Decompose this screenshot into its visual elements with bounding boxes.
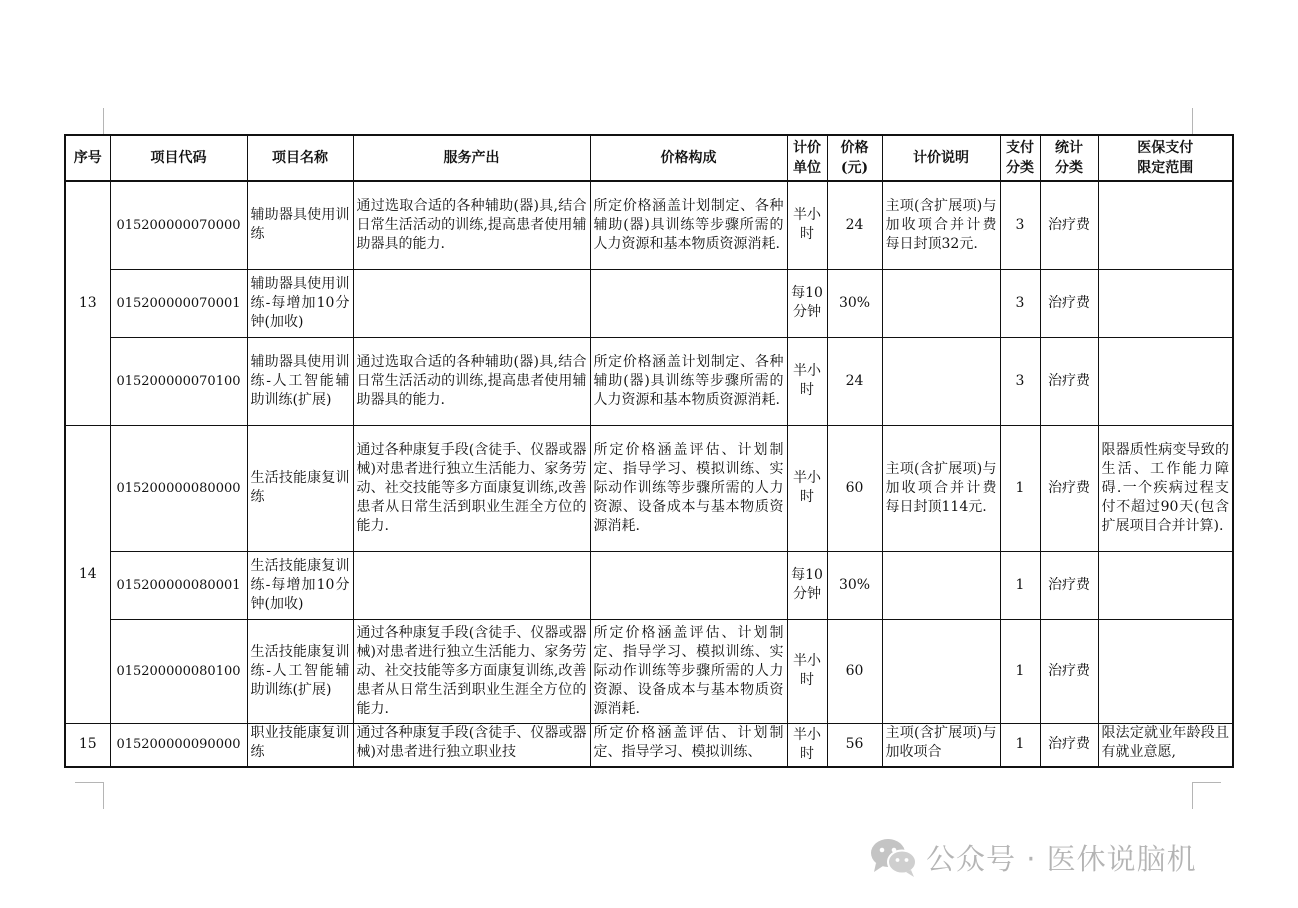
seq-cell: 15 bbox=[65, 723, 110, 767]
crop-mark-top-left bbox=[75, 108, 104, 134]
crop-mark-top-right bbox=[1192, 108, 1221, 134]
note-cell bbox=[882, 619, 1000, 723]
service-cell bbox=[353, 269, 590, 337]
seq-cell: 13 bbox=[65, 181, 110, 425]
note-cell bbox=[882, 551, 1000, 619]
pay-cell: 1 bbox=[1000, 551, 1040, 619]
pay-cell: 3 bbox=[1000, 269, 1040, 337]
composition-cell: 所定价格涵盖评估、计划制定、指导学习、模拟训练、实际动作训练等步骤所需的人力资源、设备成本与基本物质资源消耗. bbox=[590, 619, 787, 723]
service-cell: 通过各种康复手段(含徒手、仪器或器械)对患者进行独立生活能力、家务劳动、社交技能等多方面康复训练,改善患者从日常生活到职业生涯全方位的能力. bbox=[353, 425, 590, 551]
header-price-line1: 价格 bbox=[840, 140, 869, 156]
table-row bbox=[65, 337, 1233, 425]
watermark bbox=[868, 834, 1197, 880]
header-pay-line1: 支付 bbox=[1006, 140, 1034, 156]
header-unit-line2: 单位 bbox=[793, 160, 821, 176]
code-cell: 015200000090000 bbox=[110, 723, 247, 767]
note-cell: 主项(含扩展项)与加收项合并计费每日封顶114元. bbox=[882, 425, 1000, 551]
name-cell: 辅助器具使用训练 bbox=[247, 181, 353, 269]
header-composition: 价格构成 bbox=[590, 135, 787, 181]
stat-cell: 治疗费 bbox=[1040, 425, 1098, 551]
limit-cell bbox=[1098, 337, 1233, 425]
note-cell bbox=[882, 337, 1000, 425]
header-unit bbox=[787, 135, 827, 181]
price-cell: 30% bbox=[827, 269, 882, 337]
limit-cell: 限器质性病变导致的生活、工作能力障碍.一个疾病过程支付不超过90天(包含扩展项目合并计算). bbox=[1098, 425, 1233, 551]
name-cell: 生活技能康复训练-人工智能辅助训练(扩展) bbox=[247, 619, 353, 723]
service-cell: 通过各种康复手段(含徒手、仪器或器械)对患者进行独立生活能力、家务劳动、社交技能等多方面康复训练,改善患者从日常生活到职业生涯全方位的能力. bbox=[353, 619, 590, 723]
stat-cell: 治疗费 bbox=[1040, 551, 1098, 619]
crop-mark-bottom-left bbox=[75, 782, 104, 809]
code-cell: 015200000070000 bbox=[110, 181, 247, 269]
table-row bbox=[65, 723, 1233, 767]
name-cell: 辅助器具使用训练-人工智能辅助训练(扩展) bbox=[247, 337, 353, 425]
wechat-icon bbox=[868, 836, 920, 878]
header-stat-line1: 统计 bbox=[1055, 140, 1083, 156]
note-cell: 主项(含扩展项)与加收项合 bbox=[882, 723, 1000, 767]
header-stat-line2: 分类 bbox=[1055, 160, 1083, 176]
composition-cell bbox=[590, 551, 787, 619]
table-row bbox=[65, 619, 1233, 723]
service-cell: 通过各种康复手段(含徒手、仪器或器械)对患者进行独立职业技 bbox=[353, 723, 590, 767]
unit-cell: 每10分钟 bbox=[787, 269, 827, 337]
service-cell bbox=[353, 551, 590, 619]
name-cell: 辅助器具使用训练-每增加10分钟(加收) bbox=[247, 269, 353, 337]
code-cell: 015200000080000 bbox=[110, 425, 247, 551]
stat-cell: 治疗费 bbox=[1040, 337, 1098, 425]
limit-cell bbox=[1098, 181, 1233, 269]
limit-cell bbox=[1098, 551, 1233, 619]
limit-cell bbox=[1098, 269, 1233, 337]
price-cell: 56 bbox=[827, 723, 882, 767]
pay-cell: 1 bbox=[1000, 619, 1040, 723]
header-stat bbox=[1040, 135, 1098, 181]
stat-cell: 治疗费 bbox=[1040, 181, 1098, 269]
price-cell: 24 bbox=[827, 337, 882, 425]
unit-cell: 半小时 bbox=[787, 337, 827, 425]
note-cell: 主项(含扩展项)与加收项合并计费每日封顶32元. bbox=[882, 181, 1000, 269]
header-note: 计价说明 bbox=[882, 135, 1000, 181]
name-cell: 职业技能康复训练 bbox=[247, 723, 353, 767]
header-price bbox=[827, 135, 882, 181]
unit-cell: 半小时 bbox=[787, 723, 827, 767]
price-cell: 30% bbox=[827, 551, 882, 619]
header-pay-line2: 分类 bbox=[1006, 160, 1034, 176]
crop-mark-bottom-right bbox=[1192, 782, 1221, 809]
unit-cell: 每10分钟 bbox=[787, 551, 827, 619]
code-cell: 015200000070100 bbox=[110, 337, 247, 425]
pay-cell: 1 bbox=[1000, 723, 1040, 767]
code-cell: 015200000070001 bbox=[110, 269, 247, 337]
header-limit bbox=[1098, 135, 1233, 181]
header-unit-line1: 计价 bbox=[793, 140, 821, 156]
name-cell: 生活技能康复训练 bbox=[247, 425, 353, 551]
composition-cell: 所定价格涵盖计划制定、各种辅助(器)具训练等步骤所需的人力资源和基本物质资源消耗. bbox=[590, 337, 787, 425]
header-name: 项目名称 bbox=[247, 135, 353, 181]
unit-cell: 半小时 bbox=[787, 425, 827, 551]
price-cell: 60 bbox=[827, 619, 882, 723]
header-limit-line2: 限定范围 bbox=[1137, 160, 1194, 176]
unit-cell: 半小时 bbox=[787, 619, 827, 723]
pay-cell: 3 bbox=[1000, 337, 1040, 425]
header-service: 服务产出 bbox=[353, 135, 590, 181]
pay-cell: 3 bbox=[1000, 181, 1040, 269]
header-code: 项目代码 bbox=[110, 135, 247, 181]
header-row bbox=[65, 135, 1233, 181]
watermark-text: 公众号 · 医休说脑机 bbox=[926, 841, 1197, 876]
price-cell: 24 bbox=[827, 181, 882, 269]
composition-cell: 所定价格涵盖评估、计划制定、指导学习、模拟训练、 bbox=[590, 723, 787, 767]
stat-cell: 治疗费 bbox=[1040, 619, 1098, 723]
name-cell: 生活技能康复训练-每增加10分钟(加收) bbox=[247, 551, 353, 619]
composition-cell bbox=[590, 269, 787, 337]
service-cell: 通过选取合适的各种辅助(器)具,结合日常生活活动的训练,提高患者使用辅助器具的能力. bbox=[353, 181, 590, 269]
header-pay bbox=[1000, 135, 1040, 181]
composition-cell: 所定价格涵盖评估、计划制定、指导学习、模拟训练、实际动作训练等步骤所需的人力资源、设备成本与基本物质资源消耗. bbox=[590, 425, 787, 551]
limit-cell bbox=[1098, 619, 1233, 723]
composition-cell: 所定价格涵盖计划制定、各种辅助(器)具训练等步骤所需的人力资源和基本物质资源消耗. bbox=[590, 181, 787, 269]
stat-cell: 治疗费 bbox=[1040, 269, 1098, 337]
seq-cell: 14 bbox=[65, 425, 110, 723]
code-cell: 015200000080100 bbox=[110, 619, 247, 723]
table-row bbox=[65, 551, 1233, 619]
table-row bbox=[65, 425, 1233, 551]
code-cell: 015200000080001 bbox=[110, 551, 247, 619]
header-seq: 序号 bbox=[65, 135, 110, 181]
note-cell bbox=[882, 269, 1000, 337]
limit-cell: 限法定就业年龄段且有就业意愿, bbox=[1098, 723, 1233, 767]
table-row bbox=[65, 181, 1233, 269]
service-cell: 通过选取合适的各种辅助(器)具,结合日常生活活动的训练,提高患者使用辅助器具的能力. bbox=[353, 337, 590, 425]
header-price-line2: (元) bbox=[840, 160, 869, 176]
unit-cell: 半小时 bbox=[787, 181, 827, 269]
table-row bbox=[65, 269, 1233, 337]
pay-cell: 1 bbox=[1000, 425, 1040, 551]
price-cell: 60 bbox=[827, 425, 882, 551]
stat-cell: 治疗费 bbox=[1040, 723, 1098, 767]
header-limit-line1: 医保支付 bbox=[1137, 140, 1194, 156]
price-table bbox=[64, 134, 1234, 768]
